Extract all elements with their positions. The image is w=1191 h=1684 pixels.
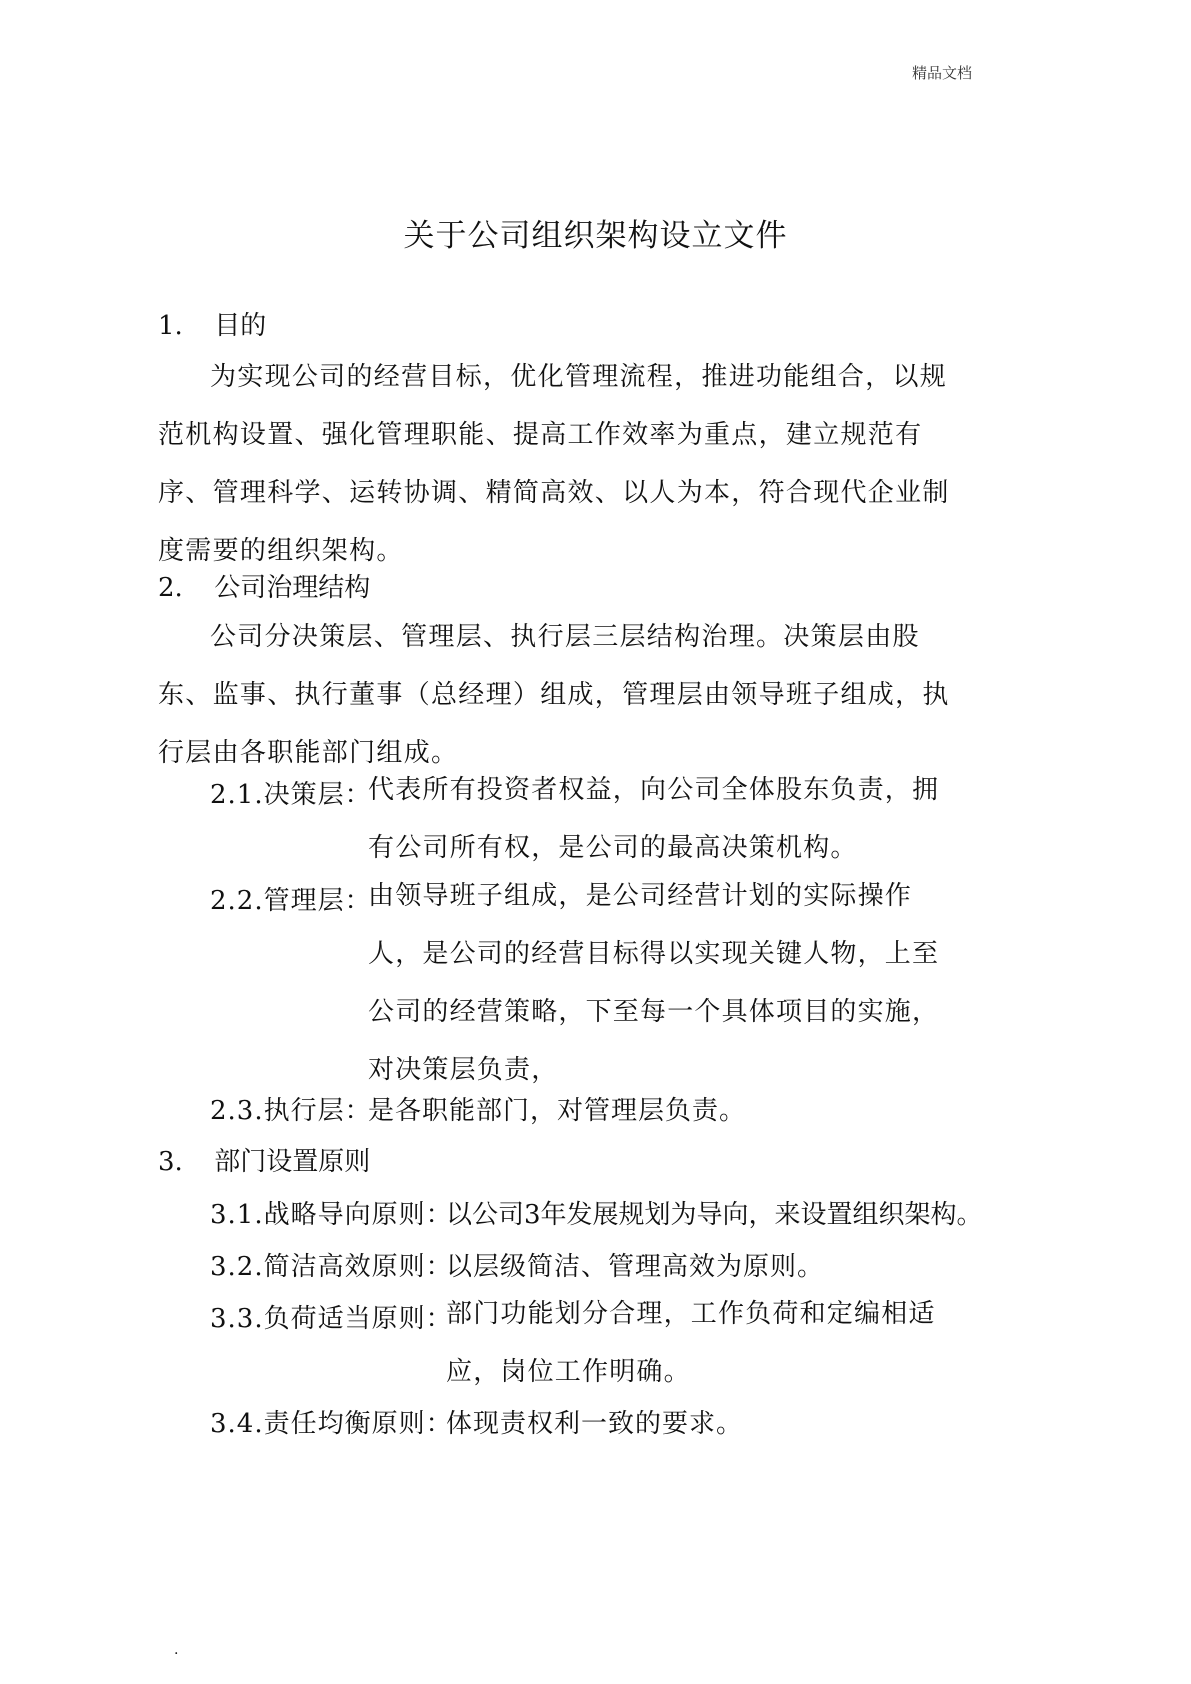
item-3-4-text: 体现责权利一致的要求。 <box>446 1409 744 1439</box>
section-1-title: 目的 <box>214 311 267 341</box>
item-3-1-label: 3.1.战略导向原则： <box>210 1200 453 1230</box>
footer-mark: . <box>174 1642 179 1658</box>
item-2-1-text: 代表所有投资者权益，向公司全体股东负责，拥有公司所有权，是公司的最高决策机构。 <box>368 775 940 863</box>
section-3-number: 3. <box>158 1147 183 1177</box>
item-2-1-label: 2.1.决策层： <box>210 780 372 810</box>
section-1-heading <box>158 305 266 342</box>
document-title: 关于公司组织架构设立文件 <box>403 218 788 254</box>
item-3-3-label: 3.3.负荷适当原则： <box>210 1304 453 1334</box>
section-3-heading <box>158 1141 370 1178</box>
section-2-paragraph: 公司分决策层、管理层、执行层三层结构治理。决策层由股东、监事、执行董事（总经理）组成，管理层由领导班子组成，执行层由各职能部门组成。 <box>158 622 950 768</box>
item-2-3-text: 是各职能部门，对管理层负责。 <box>368 1096 747 1126</box>
item-3-4-label: 3.4.责任均衡原则： <box>210 1409 453 1439</box>
item-3-2-label: 3.2.简洁高效原则： <box>210 1252 453 1282</box>
section-2-title: 公司治理结构 <box>214 573 371 603</box>
section-3-title: 部门设置原则 <box>214 1147 371 1177</box>
section-1-number: 1. <box>158 311 183 341</box>
section-2-heading <box>158 567 370 604</box>
item-2-2-text: 由领导班子组成，是公司经营计划的实际操作人，是公司的经营目标得以实现关键人物，上至公司的经营策略，下至每一个具体项目的实施，对决策层负责， <box>368 881 940 1085</box>
item-3-3-text: 部门功能划分合理，工作负荷和定编相适应，岗位工作明确。 <box>446 1299 936 1387</box>
section-2-number: 2. <box>158 573 183 603</box>
header-note: 精品文档 <box>911 64 972 82</box>
item-3-1-text: 以公司3年发展规划为导向，来设置组织架构。 <box>446 1200 983 1230</box>
item-2-3-label: 2.3.执行层： <box>210 1096 372 1126</box>
section-1-paragraph: 为实现公司的经营目标，优化管理流程，推进功能组合，以规范机构设置、强化管理职能、提高工作效率为重点，建立规范有序、管理科学、运转协调、精简高效、以人为本，符合现代企业制度需要的组织架构。 <box>158 362 950 566</box>
item-3-2-text: 以层级简洁、管理高效为原则。 <box>446 1252 825 1282</box>
item-2-2-label: 2.2.管理层： <box>210 886 372 916</box>
